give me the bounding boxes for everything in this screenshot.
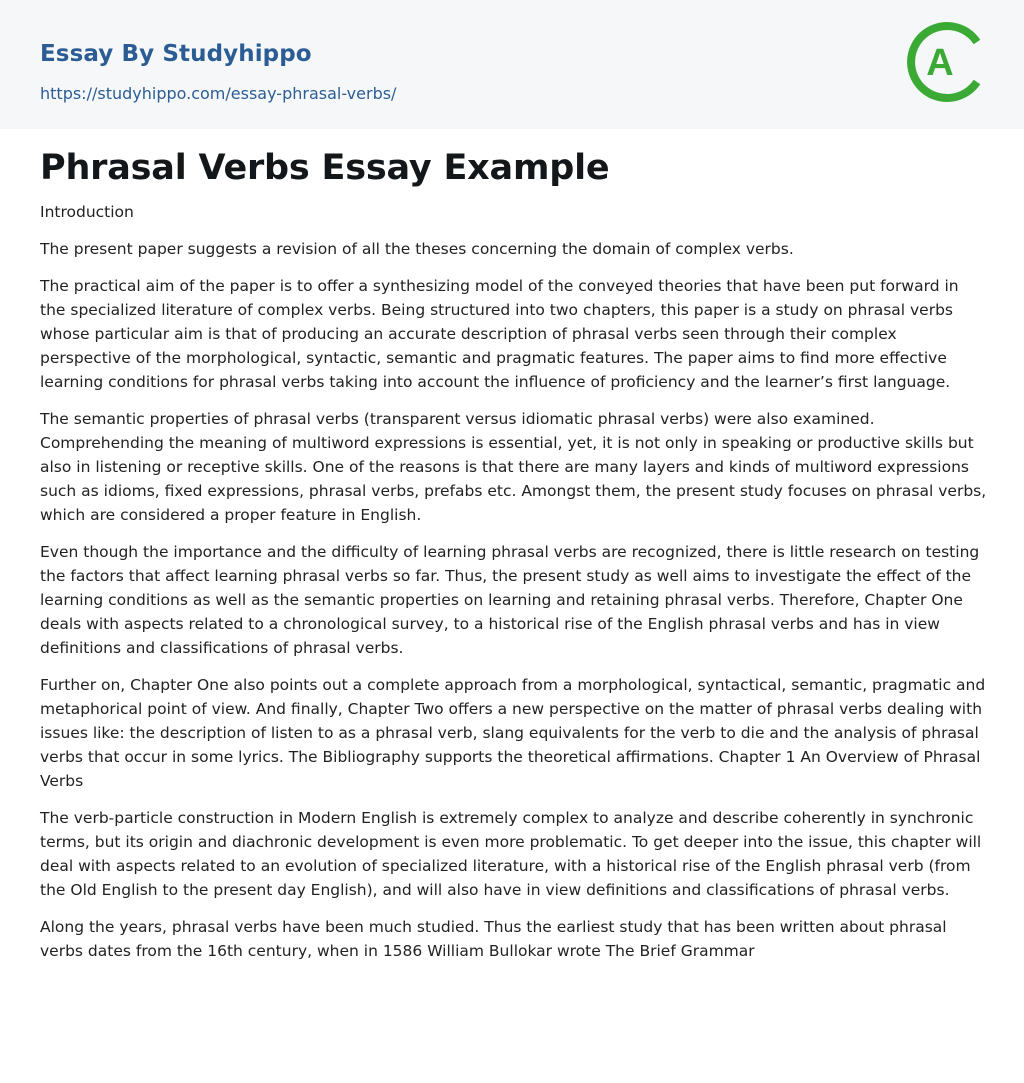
- article: [40, 144, 988, 963]
- article-paragraph: The present paper suggests a revision of all the theses concerning the domain of complex verbs.: [40, 240, 794, 258]
- site-brand[interactable]: Essay By Studyhippo: [40, 41, 312, 67]
- article-paragraph: The practical aim of the paper is to offer a synthesizing model of the conveyed theories that have been put forward in the specialized literature of complex verbs. Being structured into two chapters, this paper is a study on phrasal verbs whose particular aim is that of producing an accurate description of phrasal verbs seen through their complex perspective of the morphological, syntactic, semantic and pragmatic features. The paper aims to find more effective learning conditions for phrasal verbs taking into account the influence of proficiency and the learner’s first language.: [40, 277, 959, 391]
- article-paragraph: The semantic properties of phrasal verbs (transparent versus idiomatic phrasal verbs) were also examined. Comprehending the meaning of multiword expressions is essential, yet, it is not only in speaking or productive skills but also in listening or receptive skills. One of the reasons is that there are many layers and kinds of multiword expressions such as idioms, fixed expressions, phrasal verbs, prefabs etc. Amongst them, the present study focuses on phrasal verbs, which are considered a proper feature in English.: [40, 410, 987, 524]
- page-url-link[interactable]: https://studyhippo.com/essay-phrasal-verbs/: [40, 84, 397, 103]
- logo-letter: A: [926, 42, 954, 84]
- site-header: [0, 0, 1024, 129]
- article-paragraph: Along the years, phrasal verbs have been much studied. Thus the earliest study that has been written about phrasal verbs dates from the 16th century, when in 1586 William Bullokar wrote The Brief Grammar: [40, 918, 947, 960]
- studyhippo-logo-icon[interactable]: [904, 18, 988, 106]
- intro-label: Introduction: [40, 203, 134, 221]
- article-paragraph: Further on, Chapter One also points out a complete approach from a morphological, syntactical, semantic, pragmatic and metaphorical point of view. And finally, Chapter Two offers a new perspective on the matter of phrasal verbs dealing with issues like: the description of listen to as a phrasal verb, slang equivalents for the verb to die and the analysis of phrasal verbs that occur in some lyrics. The Bibliography supports the theoretical affirmations. Chapter 1 An Overview of Phrasal Verbs: [40, 676, 986, 790]
- article-paragraph: The verb-particle construction in Modern English is extremely complex to analyze and describe coherently in synchronic terms, but its origin and diachronic development is even more problematic. To get deeper into the issue, this chapter will deal with aspects related to an evolution of specialized literature, with a historical rise of the English phrasal verb (from the Old English to the present day English), and will also have in view definitions and classifications of phrasal verbs.: [40, 809, 982, 899]
- page-title: Phrasal Verbs Essay Example: [40, 148, 610, 188]
- article-paragraph: Even though the importance and the difficulty of learning phrasal verbs are recognized, there is little research on testing the factors that affect learning phrasal verbs so far. Thus, the present study as well aims to investigate the effect of the learning conditions as well as the semantic properties on learning and retaining phrasal verbs. Therefore, Chapter One deals with aspects related to a chronological survey, to a historical rise of the English phrasal verbs and has in view definitions and classifications of phrasal verbs.: [40, 543, 980, 657]
